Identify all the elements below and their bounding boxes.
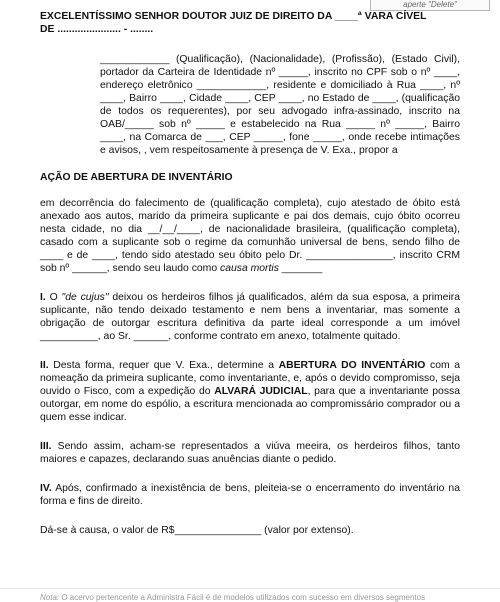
item-4-paragraph bbox=[40, 482, 460, 508]
item-3-text: Sendo assim, acham-se representados a viúva meeira, os herdeiros filhos, tanto maiores e capazes, declarando suas anuências diante o pedido. bbox=[40, 441, 460, 465]
facts-end: _______ bbox=[278, 263, 323, 274]
court-heading-line2: DE ...................... - ........ bbox=[40, 24, 154, 35]
action-title: AÇÃO DE ABERTURA DE INVENTÁRIO bbox=[40, 172, 233, 183]
item-3-paragraph bbox=[40, 440, 460, 466]
item-1-pre: O bbox=[45, 292, 62, 303]
petition-document bbox=[40, 10, 460, 537]
footnote-text: O acervo pertencente a Administra Fácil é de modelos utilizados com sucesso em diversos segmentos bbox=[59, 593, 426, 602]
facts-emphasis: causa mortis bbox=[220, 263, 279, 274]
footer-divider bbox=[0, 588, 500, 589]
item-2-number: II. bbox=[40, 360, 49, 371]
facts-paragraph bbox=[40, 197, 460, 275]
footnote bbox=[40, 593, 480, 602]
item-4-text: Após, confirmado a inexistência de bens, pleiteia-se o encerramento do inventário na forma e fins de direito. bbox=[40, 483, 460, 507]
item-2-bold-opening: ABERTURA DO INVENTÁRIO bbox=[278, 360, 426, 371]
item-2-pre: Desta forma, requer que V. Exa., determine a bbox=[48, 360, 279, 371]
item-2-mid: com a nomeação da primeira suplicante, como inventariante, e, após o devido compromisso, seja ouvido o Fisco, com a expedição do bbox=[40, 360, 461, 397]
delete-hint-tab: aperte "Delete" bbox=[370, 0, 490, 11]
item-1-number: I. bbox=[40, 292, 46, 303]
item-2-bold-alvara: ALVARÁ JUDICIAL bbox=[214, 386, 308, 397]
footnote-label: Nota: bbox=[40, 593, 60, 602]
item-1-quote: "de cujus" bbox=[61, 292, 109, 303]
item-3-number: III. bbox=[40, 441, 52, 452]
qualification-paragraph: ____________ (Qualificação), (Nacionalidade), (Profissão), (Estado Civil), portador da Carteira de Identidade nº _____, inscrito no CPF sob o nº ____, endereço eletrônico ____________, residente e domiciliado à Rua ____, nº ____, Bairro ____, Cidade ____, CEP ____, no Estado de ____, (qualificação de todos os requerentes), por seu advogado infra-assinado, inscrito na OAB/_____ sob nº _____ e estabelecido na Rua _____ nº _____, Bairro ____, na Comarca de ___, CEP _____, fone _____, onde recebe intimações e avisos, , vem respeitosamente à presença de V. Exa., propor a bbox=[100, 54, 460, 156]
item-1-text: deixou os herdeiros filhos já qualificados, além da sua esposa, a primeira suplicante, não tendo deixado testamento e nem bens a inventariar, mas somente a obrigação de outorgar escritura definitiva da parte ideal corresponde a um imóvel __________, ao Sr. ______, conforme contrato em anexo, totalmente quitado. bbox=[40, 292, 461, 342]
item-4-number: IV. bbox=[40, 483, 52, 494]
facts-text: em decorrência do falecimento de (qualificação completa), cujo atestado de óbito está anexado aos autos, marido da primeira suplicante e pai dos demais, cujo óbito ocorreu nesta cidade, no dia __/__/____, de nacionalidade brasileira, (qualificação completa), casado com a suplicante sob o regime da comunhão universal de bens, sendo filho de ____ e de ____, tendo sido atestado seu óbito pelo Dr. _______________, inscrito CRM sob nº ______, sendo seu laudo como bbox=[40, 198, 460, 274]
item-1-paragraph bbox=[40, 291, 460, 343]
claim-value-line: Dá-se à causa, o valor de R$_______________ (valor por extenso). bbox=[40, 525, 354, 536]
item-2-post: , para que a inventariante possa outorgar, em nome do espólio, a escritura mencionada ao compromissário comprador ou a quem esse indicar. bbox=[40, 386, 460, 423]
item-2-paragraph bbox=[40, 359, 460, 424]
court-heading-line1: EXCELENTÍSSIMO SENHOR DOUTOR JUIZ DE DIREITO DA ____ª VARA CÍVEL bbox=[40, 11, 427, 22]
